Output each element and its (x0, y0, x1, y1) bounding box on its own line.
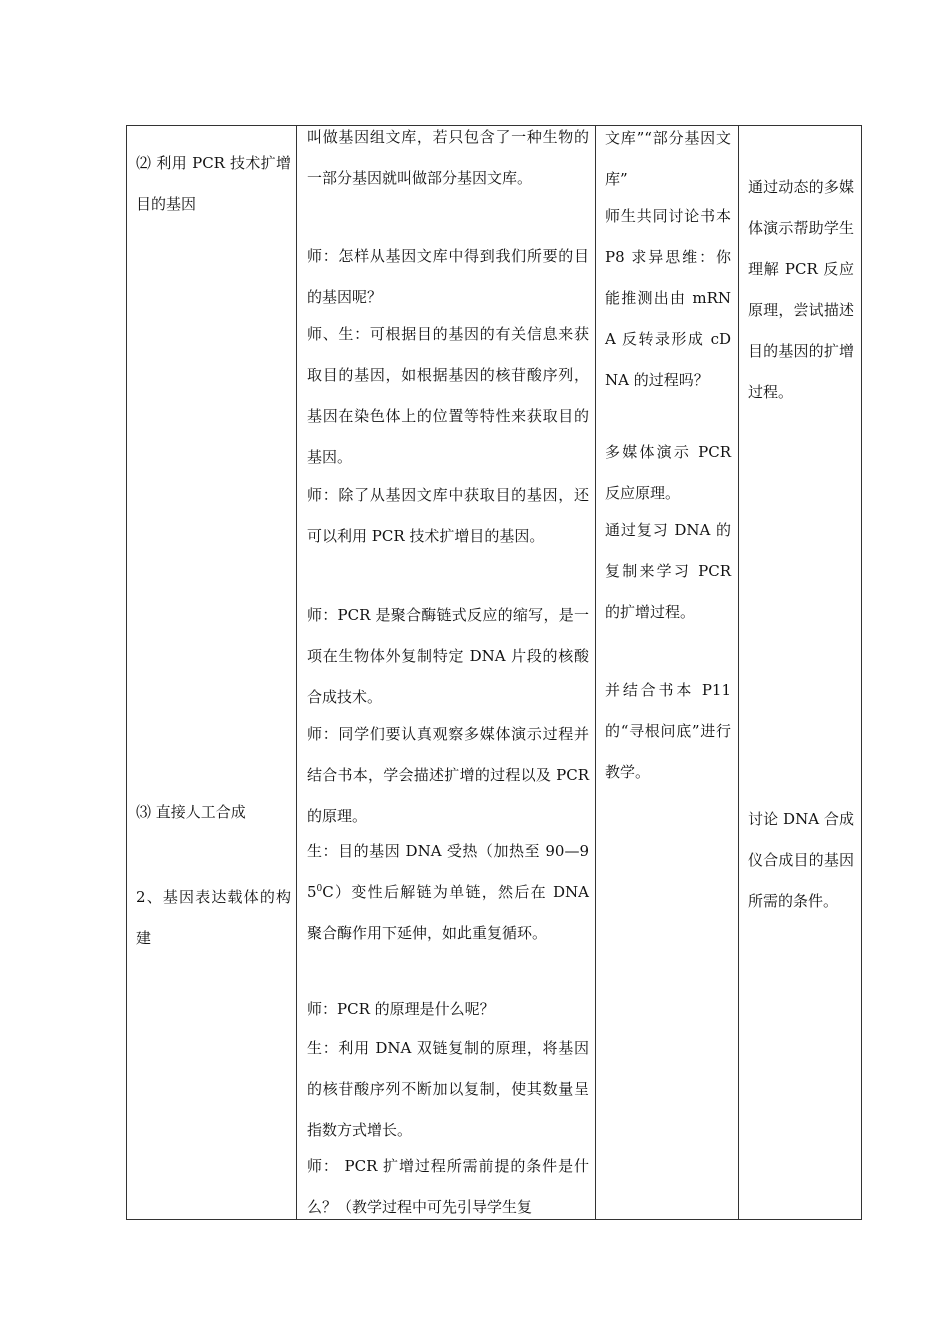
activity-para: 多媒体演示 PCR 反应原理。 (605, 443, 731, 502)
activity-para: 通过复习 DNA 的复制来学习 PCR 的扩增过程。 (605, 521, 731, 621)
intent-para: 讨论 DNA 合成仪合成目的基因所需的条件。 (748, 810, 854, 910)
activity-para: 师生共同讨论书本 P8 求异思维：你能推测出由 mRNA 反转录形成 cDNA 的过程吗？ (605, 207, 731, 389)
column-divider (738, 126, 739, 1219)
section-vector: 2、基因表达载体的构建 (136, 888, 291, 947)
dialogue-para: 叫做基因组文库，若只包含了一种生物的一部分基因就叫做部分基因文库。 (307, 128, 589, 187)
dialogue-para: 生：利用 DNA 双链复制的原理，将基因的核苷酸序列不断加以复制，使其数量呈指数方式增长。 (307, 1039, 589, 1139)
dialogue-para: 师：同学们要认真观察多媒体演示过程并结合书本，学会描述扩增的过程以及 PCR 的原理。 (307, 725, 589, 825)
lesson-table (126, 125, 862, 1220)
activity-para: 并结合书本 P11 的“寻根问底”进行教学。 (605, 681, 731, 781)
dialogue-para: 生：目的基因 DNA 受热（加热至 $90—95^0C$）变性后解链为单链，然后在 DNA 聚合酶作用下延伸，如此重复循环。 (307, 842, 589, 942)
section-pcr: ⑵ 利用 PCR 技术扩增目的基因 (136, 154, 291, 213)
dialogue-para: 师： PCR 扩增过程所需前提的条件是什么？（教学过程中可先引导学生复 (307, 1157, 589, 1216)
column-divider (595, 126, 596, 1219)
activity-para: 文库”“部分基因文库” (605, 129, 731, 188)
dialogue-para: 师：除了从基因文库中获取目的基因，还可以利用 PCR 技术扩增目的基因。 (307, 486, 589, 545)
dialogue-para: 师、生：可根据目的基因的有关信息来获取目的基因，如根据基因的核苷酸序列，基因在染色体上的位置等特性来获取目的基因。 (307, 325, 589, 466)
section-synthesis: ⑶ 直接人工合成 (136, 803, 246, 821)
dialogue-para: 师：怎样从基因文库中得到我们所要的目的基因呢？ (307, 247, 589, 306)
column-divider (296, 126, 297, 1219)
dialogue-para: 师：PCR 的原理是什么呢？ (307, 1000, 495, 1018)
dialogue-para: 师：PCR 是聚合酶链式反应的缩写，是一项在生物体外复制特定 DNA 片段的核酸合成技术。 (307, 606, 589, 706)
intent-para: 通过动态的多媒体演示帮助学生理解 PCR 反应原理，尝试描述目的基因的扩增过程。 (748, 178, 854, 401)
